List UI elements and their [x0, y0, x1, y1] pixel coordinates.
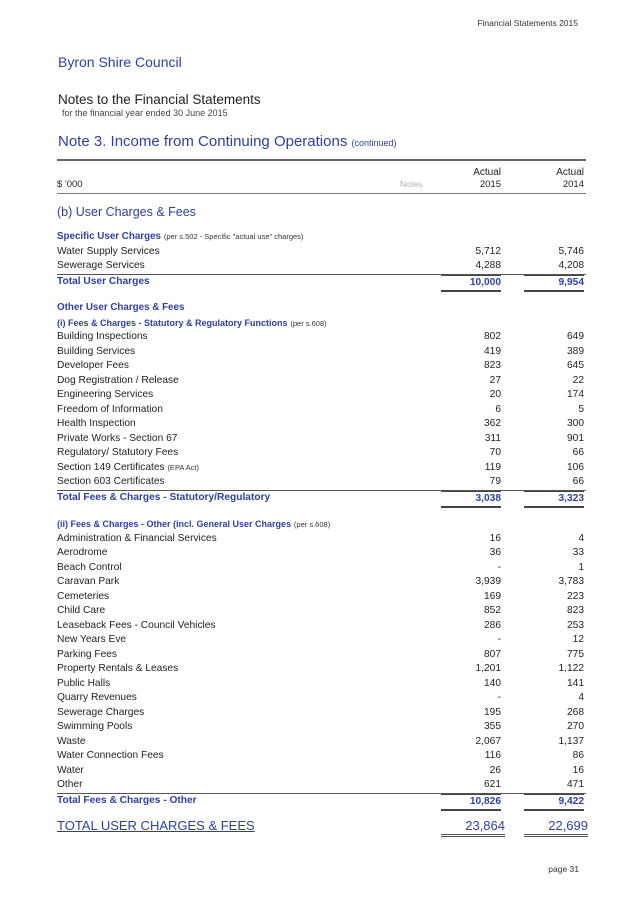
row-label-text: Caravan Park	[57, 576, 120, 587]
table-row	[57, 575, 586, 590]
table-row	[57, 417, 586, 432]
income-table	[57, 161, 586, 838]
row-label-text: Administration & Financial Services	[57, 532, 217, 544]
row-label	[57, 590, 109, 605]
row-label-text: Cemeteries	[57, 590, 110, 602]
value-2015: 27	[489, 374, 501, 386]
table-row	[57, 546, 586, 561]
value-2014: 106	[567, 461, 584, 473]
note-heading-text: Note 3. Income from Continuing Operations	[58, 133, 348, 150]
general-header	[57, 517, 586, 532]
table-row	[57, 590, 586, 605]
value-2014: 253	[567, 619, 584, 631]
notes-col-label: Notes	[400, 179, 423, 189]
value-2014: 12	[572, 634, 584, 645]
row-label	[57, 619, 216, 634]
row-label	[57, 475, 165, 490]
value-2014: 1,122	[558, 663, 584, 674]
value-2014: 901	[567, 432, 584, 444]
table-row	[57, 662, 586, 677]
value-2014: 66	[572, 447, 584, 458]
row-label	[57, 604, 105, 619]
row-label-text: Freedom of Information	[57, 403, 163, 415]
table-row	[57, 648, 586, 663]
value-2015: 116	[484, 750, 501, 761]
note-heading	[58, 133, 397, 150]
table-row	[57, 633, 586, 648]
value-2015: 355	[484, 721, 501, 732]
table-row	[57, 532, 586, 547]
value-2014: 1,137	[558, 735, 584, 747]
value-2014: 3,783	[558, 576, 584, 587]
row-label-text: Regulatory/ Statutory Fees	[57, 447, 179, 458]
row-label	[57, 735, 86, 750]
value-2015: 802	[484, 331, 501, 342]
value-2015: 311	[484, 432, 501, 444]
table-row	[57, 330, 586, 345]
value-2015: 20	[489, 389, 501, 400]
table-row	[57, 778, 586, 794]
value-2015: 119	[484, 461, 501, 473]
row-label	[57, 461, 199, 476]
value-2015: 621	[484, 779, 501, 790]
value-2015: 195	[484, 706, 501, 718]
row-label	[57, 345, 135, 360]
value-2015: 2,067	[475, 735, 501, 747]
value-2014: 4,208	[558, 260, 584, 271]
row-label-text: Aerodrome	[57, 547, 108, 558]
row-label	[57, 720, 132, 735]
grand-total-label: TOTAL USER CHARGES & FEES	[57, 818, 255, 833]
row-label-text: Waste	[57, 735, 86, 747]
value-2015: 823	[484, 360, 501, 371]
value-2014: 300	[567, 418, 584, 429]
value-2015: 419	[484, 345, 501, 357]
total-other-row	[57, 794, 586, 809]
other-title-row	[57, 301, 586, 316]
page-number: page 31	[548, 864, 579, 874]
value-2015: 5,712	[475, 245, 501, 257]
row-label-text: Section 149 Certificates	[57, 461, 165, 473]
grand-total-row	[57, 816, 586, 838]
value-2015: 3,939	[475, 576, 501, 587]
col-year-current: 2015	[479, 179, 501, 190]
value-2015: 169	[484, 590, 501, 602]
value-2015: -	[497, 561, 501, 573]
table-row	[57, 259, 586, 275]
total-value-2014: 9,422	[524, 794, 584, 811]
section-b-title: (b) User Charges & Fees	[57, 205, 196, 219]
col-actual-label-current: Actual	[473, 167, 501, 178]
value-2015: 70	[489, 447, 501, 458]
table-row	[57, 475, 586, 491]
total-value-2015: 10,000	[441, 275, 501, 292]
table-row	[57, 619, 586, 634]
value-2014: 823	[567, 605, 584, 616]
col-actual-label-prior: Actual	[556, 167, 584, 178]
organisation-name: Byron Shire Council	[58, 54, 182, 70]
total-label: Total User Charges	[57, 275, 150, 287]
row-label-text: Property Rentals & Leases	[57, 663, 179, 674]
value-2014: 86	[572, 750, 584, 761]
value-2014: 775	[567, 648, 584, 660]
notes-title: Notes to the Financial Statements	[58, 92, 261, 107]
table-row	[57, 446, 586, 461]
note-heading-suffix: (continued)	[351, 138, 397, 148]
value-2015: 807	[484, 648, 501, 660]
value-2015: 286	[484, 619, 501, 631]
specific-note: (per s.502 - Specific "actual use" charges)	[163, 232, 304, 241]
row-label	[57, 561, 122, 576]
total-label: Total Fees & Charges - Other	[57, 794, 197, 806]
value-2015: 79	[489, 476, 501, 487]
total-value-2014: 9,954	[524, 275, 584, 292]
table-row	[57, 374, 586, 389]
value-2015: 16	[489, 532, 501, 544]
value-2015: 140	[484, 677, 501, 689]
value-2014: 1	[578, 561, 584, 573]
table-row	[57, 245, 586, 260]
col-year-prior: 2014	[562, 179, 584, 190]
value-2015: 6	[495, 403, 501, 415]
row-label	[57, 388, 153, 403]
value-2015: 4,288	[475, 260, 501, 271]
total-value-2015: 3,038	[441, 491, 501, 508]
row-label	[57, 706, 144, 721]
table-row	[57, 764, 586, 779]
row-label-text: Health Inspection	[57, 418, 136, 429]
row-label-text: Public Halls	[57, 677, 111, 689]
table-row	[57, 720, 586, 735]
table-row	[57, 403, 586, 418]
row-label-text: Swimming Pools	[57, 721, 133, 732]
row-label-text: Developer Fees	[57, 360, 129, 371]
table-row	[57, 604, 586, 619]
grand-total-2014: 22,699	[524, 818, 588, 837]
value-2014: 645	[567, 360, 584, 371]
table-row	[57, 677, 586, 692]
row-label	[57, 778, 82, 793]
row-label-text: Private Works - Section 67	[57, 432, 178, 444]
row-label-text: Quarry Revenues	[57, 692, 137, 703]
table-row	[57, 461, 586, 476]
row-label-text: Building Services	[57, 345, 136, 357]
row-label	[57, 359, 129, 374]
value-2014: 141	[567, 677, 584, 689]
table-row	[57, 706, 586, 721]
row-label-note: (EPA Act)	[167, 462, 199, 472]
table-row	[57, 388, 586, 403]
row-label	[57, 575, 119, 590]
row-label	[57, 749, 164, 764]
value-2014: 16	[572, 764, 584, 776]
row-label	[57, 259, 145, 274]
statutory-note: (per s.608)	[290, 318, 327, 328]
value-2015: 852	[484, 605, 501, 616]
value-2014: 4	[578, 532, 584, 544]
value-2014: 223	[567, 590, 584, 602]
table-row	[57, 749, 586, 764]
value-2015: 36	[489, 547, 501, 558]
specific-title: Specific User Charges	[57, 231, 162, 242]
value-2014: 270	[567, 721, 584, 732]
row-label	[57, 432, 177, 447]
value-2014: 268	[567, 706, 584, 718]
row-label	[57, 662, 178, 677]
specific-header	[57, 230, 586, 245]
table-row	[57, 561, 586, 576]
row-label-text: New Years Eve	[57, 634, 127, 645]
row-label-text: Sewerage Charges	[57, 706, 145, 718]
row-label	[57, 546, 107, 561]
value-2014: 4	[578, 692, 584, 703]
row-label-text: Dog Registration / Release	[57, 374, 179, 386]
row-label	[57, 446, 178, 461]
value-2015: 362	[484, 418, 501, 429]
row-label	[57, 374, 179, 389]
row-label-text: Child Care	[57, 605, 106, 616]
table-row	[57, 691, 586, 706]
general-note: (per s.608)	[293, 520, 331, 529]
unit-label: $ '000	[57, 179, 83, 190]
row-label	[57, 417, 136, 432]
row-label-text: Sewerage Services	[57, 260, 145, 271]
row-label	[57, 677, 110, 692]
other-title: Other User Charges & Fees	[57, 302, 185, 313]
statutory-header	[57, 316, 586, 331]
table-row	[57, 432, 586, 447]
total-statutory-row	[57, 491, 586, 506]
total-value-2014: 3,323	[524, 491, 584, 508]
row-label-text: Water	[57, 764, 84, 776]
row-label-text: Beach Control	[57, 561, 122, 573]
value-2015: 1,201	[475, 663, 501, 674]
value-2014: 174	[567, 389, 584, 400]
column-header	[57, 161, 586, 194]
value-2014: 389	[567, 345, 584, 357]
row-label-text: Section 603 Certificates	[57, 476, 165, 487]
value-2014: 33	[572, 547, 584, 558]
row-label	[57, 245, 160, 260]
running-header: Financial Statements 2015	[477, 18, 578, 28]
row-label	[57, 764, 84, 779]
row-label-text: Water Connection Fees	[57, 750, 164, 761]
row-label-text: Other	[57, 779, 83, 790]
row-label	[57, 532, 217, 547]
row-label	[57, 633, 126, 648]
table-row	[57, 359, 586, 374]
value-2014: 5,746	[558, 245, 584, 257]
row-label-text: Parking Fees	[57, 648, 118, 660]
row-label	[57, 403, 163, 418]
value-2015: -	[497, 634, 501, 645]
value-2015: 26	[489, 764, 501, 776]
value-2014: 649	[567, 331, 584, 342]
row-label	[57, 691, 137, 706]
notes-subtitle: for the financial year ended 30 June 2015	[62, 108, 228, 118]
row-label-text: Engineering Services	[57, 389, 154, 400]
row-label	[57, 648, 117, 663]
value-2014: 5	[578, 403, 584, 415]
grand-total-2015: 23,864	[441, 818, 505, 837]
total-value-2015: 10,826	[441, 794, 501, 811]
total-user-charges-row	[57, 275, 586, 290]
value-2015: -	[497, 692, 501, 703]
total-label: Total Fees & Charges - Statutory/Regulatory	[57, 491, 271, 503]
row-label-text: Water Supply Services	[57, 245, 160, 257]
row-label-text: Building Inspections	[57, 331, 148, 342]
table-row	[57, 345, 586, 360]
general-title: (ii) Fees & Charges - Other (incl. General User Charges	[57, 519, 292, 529]
row-label-text: Leaseback Fees - Council Vehicles	[57, 619, 216, 631]
value-2014: 66	[572, 476, 584, 487]
table-row	[57, 735, 586, 750]
row-label	[57, 330, 148, 345]
value-2014: 471	[567, 779, 584, 790]
statutory-title: (i) Fees & Charges - Statutory & Regulatory Functions	[57, 317, 288, 328]
value-2014: 22	[572, 374, 584, 386]
